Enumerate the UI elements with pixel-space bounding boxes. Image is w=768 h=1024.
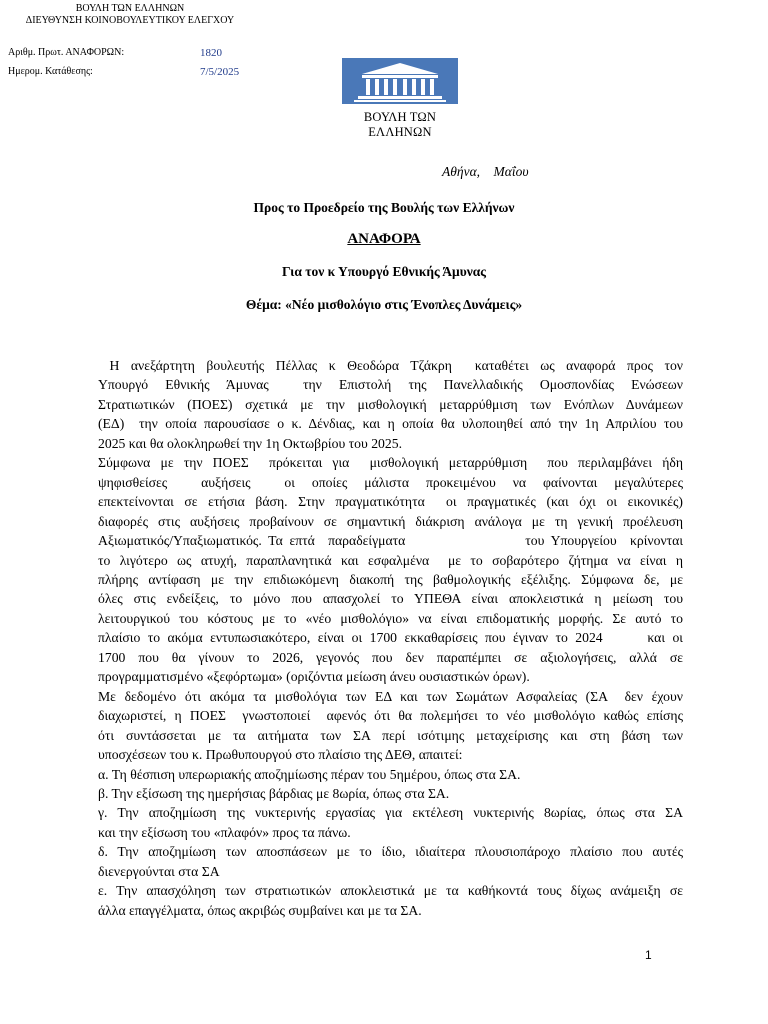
body-line: Σύμφωνα με την ΠΟΕΣ πρόκειται για μισθολογική μεταρρύθμιση που περιλαμβάνει ήδη	[98, 455, 683, 471]
document-body	[98, 356, 683, 920]
issuer-line-1: ΒΟΥΛΗ ΤΩΝ ΕΛΛΗΝΩΝ	[75, 3, 185, 14]
subject-line: Θέμα: «Νέο μισθολόγιο στις Ένοπλες Δυνάμεις»	[245, 297, 523, 312]
body-line: λειτουργικού του κόστους με το «νέο μισθολόγιο» να είναι επιδοματικής μορφής. Σε αυτό το	[98, 610, 683, 626]
addressee-line: Για τον κ Υπουργό Εθνικής Άμυνας	[282, 264, 486, 279]
body-line: Με δεδομένο ότι ακόμα τα μισθολόγια των ΕΔ και των Σωμάτων Ασφαλείας (ΣΑ δεν έχουν	[98, 688, 683, 704]
body-line: α. Τη θέσπιση υπερωριακής αποζημίωσης πέραν του 5ημέρου, όπως στα ΣΑ.	[98, 766, 521, 782]
page-number: 1	[645, 948, 652, 962]
protocol-number-value: 1820	[200, 47, 222, 59]
body-line: δ. Την αποζημίωση των αποσπάσεων με το ίδιο, ιδιαίτερα πλουσιοπάροχο πλαίσιο που αυτές	[98, 844, 683, 860]
body-line: όλες στις ενδείξεις, το μόνο που απασχολεί το ΥΠΕΘΑ είναι αποκλειστικά η μείωση του	[98, 591, 683, 607]
issuer-header	[0, 3, 260, 27]
body-line: υποσχέσεων του κ. Πρωθυπουργού στο πλαίσιο της ΔΕΘ, απαιτεί:	[98, 747, 463, 763]
body-line: πλαίσιο το ακόμα εντυπωσιακότερο, είναι οι 1700 εκκαθαρίσεις που έγιναν το 2024 και οι	[98, 630, 683, 646]
body-line: 2025 και θα ολοκληρωθεί την 1η Οκτωβρίου του 2025.	[98, 435, 402, 451]
body-line: γ. Την αποζημίωση της νυκτερινής εργασίας για εκτέλεση νυκτερινής 8ωρίας, όπως στα ΣΑ	[98, 805, 683, 821]
issuer-line-2: ΔΙΕΥΘΥΝΣΗ ΚΟΙΝΟΒΟΥΛΕΥΤΙΚΟΥ ΕΛΕΓΧΟΥ	[25, 15, 235, 26]
document-title: ΑΝΑΦΟΡΑ	[347, 231, 421, 247]
body-line: ε. Την απασχόληση των στρατιωτικών αποκλειστικά με τα καθήκοντά τους δίχως ανάμειξη σε	[98, 883, 683, 899]
filing-date-value: 7/5/2025	[200, 66, 240, 78]
body-line: και την εξίσωση του «πλαφόν» προς τα πάνω.	[98, 824, 351, 840]
logo-caption: ΒΟΥΛΗ ΤΩΝ ΕΛΛΗΝΩΝ	[363, 110, 437, 139]
place-date: Αθήνα, Μαΐου	[442, 164, 529, 179]
body-line: διενεργούνται στα ΣΑ	[98, 863, 220, 879]
parliament-logo	[337, 58, 463, 140]
filing-date-label: Ημερομ. Κατάθεσης:	[8, 66, 93, 77]
body-line: το λιγότερο ως ατυχή, παραπλανητικά και εσφαλμένα με το σοβαρότερο ζήτημα να είναι η	[98, 552, 683, 568]
body-line: άλλα επαγγέλματα, όπως ακριβώς συμβαίνει και με τα ΣΑ.	[98, 902, 422, 918]
body-line: Η ανεξάρτητη βουλευτής Πέλλας κ Θεοδώρα Τζάκρη καταθέτει ως αναφορά προς τον	[98, 358, 683, 373]
body-line: 1700 που θα γίνουν το 2026, γεγονός που δεν παραπέμπει σε αξιολογήσεις, αλλά σε	[98, 649, 683, 665]
body-line: Στρατιωτικών (ΠΟΕΣ) σχετικά με την μισθολογική μεταρρύθμιση των Ενόπλων Δυνάμεων	[98, 396, 683, 412]
body-line: Αξιωματικός/Υπαξιωματικός. Τα επτά παραδείγματα του Υπουργείου κρίνονται	[98, 533, 683, 549]
body-line: πλήρης αντίφαση με την επιδιωκόμενη διακοπή της βαθμολογικής εξέλιξης. Σύμφωνα δε, με	[98, 571, 683, 587]
body-line: ότι συντάσσεται με τα αιτήματα των ΣΑ περί ισότιμης μεταχείρισης και στη βάση των	[98, 727, 683, 743]
body-line: διαφορές στις αυξήσεις προβαίνουν σε σημαντική διάκριση ανάλογα με τη γενική προέλευση	[98, 513, 683, 529]
body-line: επεκτείνονται σε ετήσια βάση. Στην πραγματικότητα οι πραγματικές (και όχι οι εικονικές)	[98, 494, 683, 510]
body-line: (ΕΔ) την οποία παρουσίασε ο κ. Δένδιας, και η οποία θα υλοποιηθεί από την 1η Απριλίου του	[98, 416, 683, 432]
protocol-number-label: Αριθμ. Πρωτ. ΑΝΑΦΟΡΩΝ:	[8, 47, 125, 58]
body-line: προγραμματισμένο «ξεφόρτωμα» (οριζόντια μείωση άνευ ουσιαστικών όρων).	[98, 669, 530, 685]
body-line: διαχωριστεί, η ΠΟΕΣ γνωστοποιεί αφενός ότι θα πολεμήσει το νέο μισθολόγιο καθώς επίσης	[98, 708, 683, 724]
body-line: β. Την εξίσωση της ημερήσιας βάρδιας με 8ωρία, όπως στα ΣΑ.	[98, 785, 450, 801]
body-line: Υπουργό Εθνικής Άμυνας την Επιστολή της Πανελλαδικής Ομοσπονδίας Ενώσεων	[98, 377, 683, 393]
body-line: ψηφισθείσες αυξήσεις οι οποίες μάλιστα προκειμένου να φαίνονται μεγαλύτερες	[98, 474, 683, 490]
recipient-line: Προς το Προεδρείο της Βουλής των Ελλήνων	[253, 200, 515, 215]
parliament-building-icon	[342, 58, 458, 104]
